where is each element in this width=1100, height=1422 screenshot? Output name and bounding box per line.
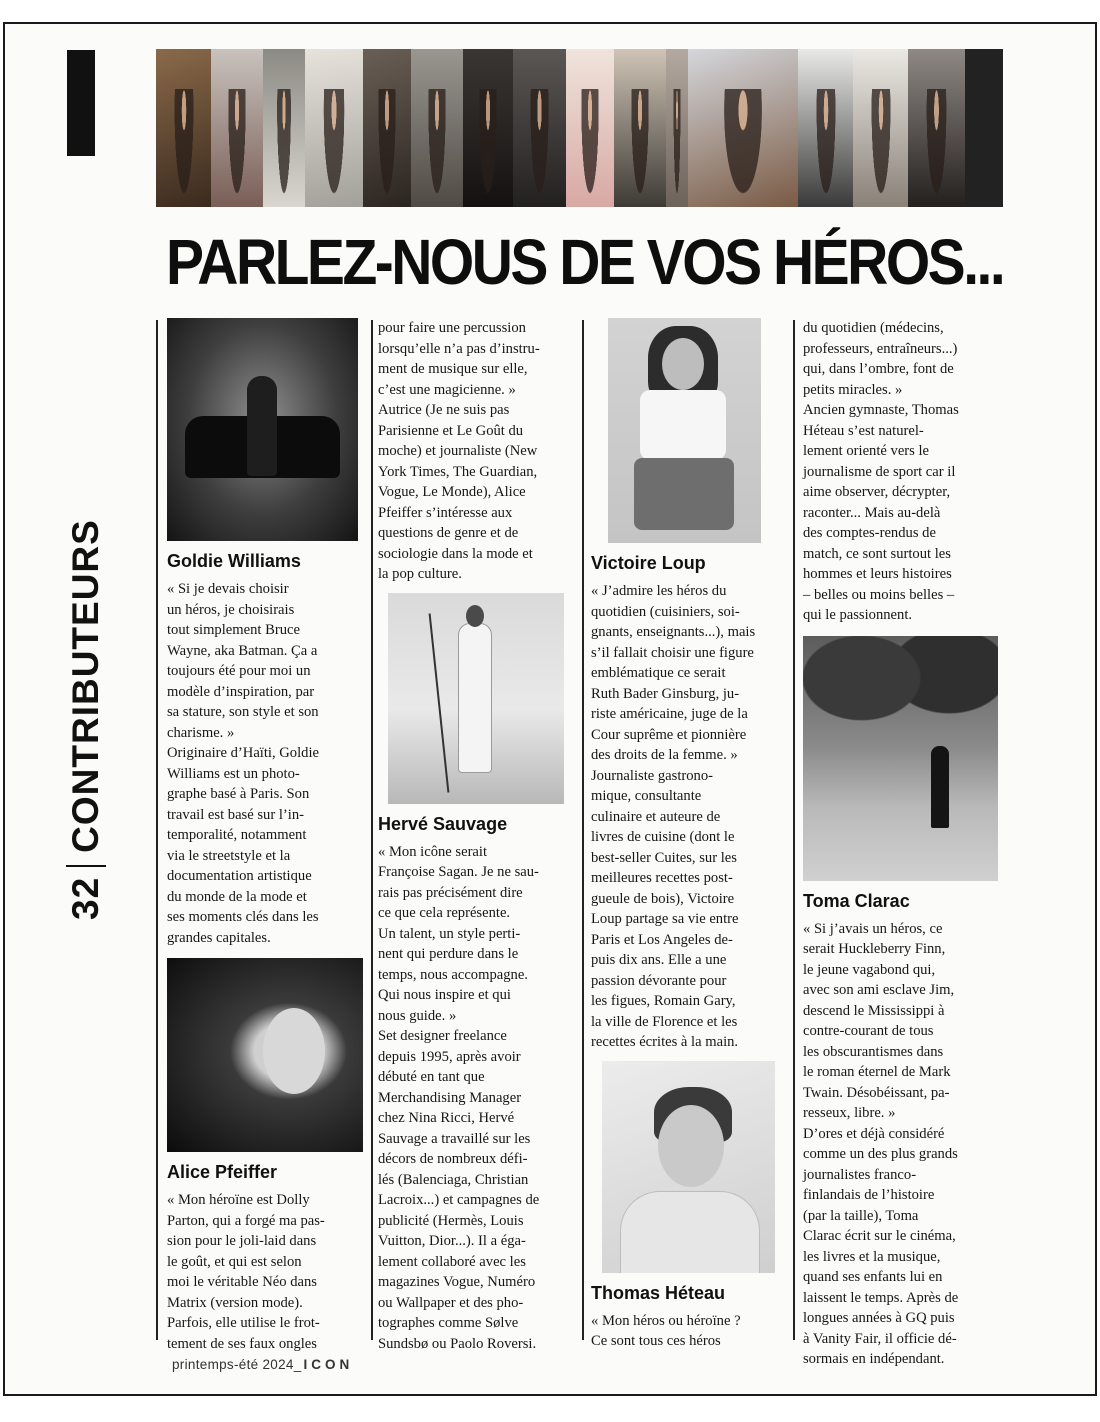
footer-season: printemps-été 2024_ <box>172 1357 302 1372</box>
column-4 <box>803 318 1003 1370</box>
footer-brand: ICON <box>303 1357 354 1372</box>
strip-photo <box>411 49 463 207</box>
strip-photo <box>614 49 666 207</box>
label-divider <box>66 865 106 867</box>
contributor-name: Thomas Héteau <box>591 1282 726 1303</box>
column-rule <box>156 320 158 1340</box>
portrait-alice-pfeiffer <box>167 958 363 1152</box>
strip-photo <box>798 49 853 207</box>
contributor-bio: « J’admire les héros du quotidien (cuisiniers, soi- gnants, enseignants...), mais s’il fallait choisir une figure emblématique ce serait Ruth Bader Ginsburg, ju- riste américaine, juge de la Cour suprême et pionnière des droits de la femme. » Journaliste gastrono- mique, consultante culinaire et auteure de livres de cuisine (dont le best-seller Cuites, sur les meilleures recettes post- gueule de bois), Victoire Loup partage sa vie entre Paris et Los Angeles de- puis dix ans. Elle a une passion dévorante pour les figues, Romain Gary, la ville de Florence et les recettes écrites à la main. <box>591 583 756 1050</box>
section-label <box>66 460 106 920</box>
contributor-photo-strip <box>156 49 1003 207</box>
portrait-toma-clarac <box>803 636 998 881</box>
shirt-shape <box>620 1191 760 1273</box>
strip-photo <box>363 49 411 207</box>
contributor-name: Toma Clarac <box>803 890 910 911</box>
portrait-victoire-loup <box>608 318 761 543</box>
face-shape <box>263 1008 325 1094</box>
head-shape <box>466 605 484 627</box>
column-2 <box>378 318 578 1354</box>
contributor-name: Victoire Loup <box>591 553 706 573</box>
section-title: CONTRIBUTEURS <box>65 519 106 853</box>
contributor-name: Goldie Williams <box>167 551 301 571</box>
trees-shape <box>803 636 998 776</box>
page-headline: PARLEZ-NOUS DE VOS HÉROS... <box>166 227 1004 299</box>
column-1 <box>167 318 365 1354</box>
column-3 <box>591 318 787 1352</box>
jeans-shape <box>634 458 734 530</box>
strip-photo <box>305 49 363 207</box>
strip-photo <box>513 49 566 207</box>
portrait-goldie-williams <box>167 318 358 541</box>
contributor-bio: « Mon icône serait Françoise Sagan. Je ne sau- rais pas précisément dire ce que cela représente. Un talent, un style perti- nent qui perdure dans le temps, nous accompagne. Qui nous inspire et qui nous guide. » Set designer freelance depuis 1995, après avoir débuté en tant que Merchandising Manager chez Nina Ricci, Hervé Sauvage a travaillé sur les décors de nombreux défi- lés (Balenciaga, Christian Lacroix...) et campagnes de publicité (Hermès, Louis Vuitton, Dior...). Il a éga- lement collaboré avec les magazines Vogue, Numéro ou Wallpaper et des pho- tographes comme Sølve Sundsbø ou Paolo Roversi. <box>378 843 540 1352</box>
shirt-shape <box>640 390 726 460</box>
figure-shape <box>247 376 277 476</box>
strip-photo <box>688 49 798 207</box>
strip-photo <box>853 49 908 207</box>
contributor-bio: « Mon héroïne est Dolly Parton, qui a forgé ma pas- sion pour le joli-laid dans le goût, et qui est selon moi le véritable Néo dans Matrix (version mode). Parfois, elle utilise le frot- tement de ses faux ongles <box>167 1192 325 1352</box>
contributor-bio: « Mon héros ou héroïne ? Ce sont tous ces héros <box>591 1312 741 1349</box>
contributor-name: Hervé Sauvage <box>378 813 508 834</box>
strip-photo <box>211 49 263 207</box>
face-shape <box>658 1105 724 1187</box>
strip-photo <box>566 49 614 207</box>
portrait-thomas-heteau <box>602 1061 775 1273</box>
strip-photo <box>263 49 305 207</box>
contributor-bio-continued: pour faire une percussion lorsqu’elle n’a pas d’instru- ment de musique sur elle, c’est une magicienne. » Autrice (Je ne suis pas Parisienne et Le Goût du moche) et journaliste (New York Times, The Guardian, Vogue, Le Monde), Alice Pfeiffer s’intéresse aux questions de genre et de sociologie dans la mode et la pop culture. <box>378 320 540 582</box>
face-shape <box>662 338 704 390</box>
page-footer <box>172 1357 353 1372</box>
contributor-name: Alice Pfeiffer <box>167 1162 278 1182</box>
column-rule <box>793 320 795 1340</box>
strip-photo <box>463 49 513 207</box>
broom-shape <box>429 613 450 792</box>
strip-photo <box>666 49 688 207</box>
figure-shape <box>458 623 492 773</box>
figure-shape <box>931 746 949 828</box>
strip-photo <box>156 49 211 207</box>
strip-photo <box>908 49 965 207</box>
contributor-bio: « Si je devais choisir un héros, je choisirais tout simplement Bruce Wayne, aka Batman. Ça a toujours été pour moi un modèle d’inspiration, par sa stature, son style et son charisme. » Originaire d’Haïti, Goldie Williams est un photo- graphe basé à Paris. Son travail est basé sur l’in- temporalité, notamment via le streetstyle et la documentation artistique du monde de la mode et ses moments clés dans les grandes capitales. <box>167 581 319 946</box>
section-marker-bar <box>67 50 95 156</box>
column-rule <box>371 320 373 1340</box>
contributor-bio: « Si j’avais un héros, ce serait Huckleberry Finn, le jeune vagabond qui, avec son ami esclave Jim, descend le Mississippi à contre-courant de tous les obscurantismes dans le roman éternel de Mark Twain. Désobéissant, pa- resseux, libre. » D’ores et déjà considéré comme un des plus grands journalistes franco- finlandais de l’histoire (par la taille), Toma Clarac écrit sur le cinéma, les livres et la musique, quand ses enfants lui en laissent le temps. Après de longues années à GQ puis à Vanity Fair, il officie dé- sormais en indépendant. <box>803 920 959 1367</box>
column-rule <box>582 320 584 1340</box>
page-number: 32 <box>65 876 106 920</box>
contributor-bio-continued: du quotidien (médecins, professeurs, entraîneurs...) qui, dans l’ombre, font de petits miracles. » Ancien gymnaste, Thomas Héteau s’est naturel- lement orienté vers le journalisme de sport car il aime observer, décrypter, raconter... Mais au-delà des comptes-rendus de match, ce sont surtout les hommes et leurs histoires – belles ou moins belles – qui le passionnent. <box>803 320 959 623</box>
portrait-herve-sauvage <box>388 593 564 804</box>
